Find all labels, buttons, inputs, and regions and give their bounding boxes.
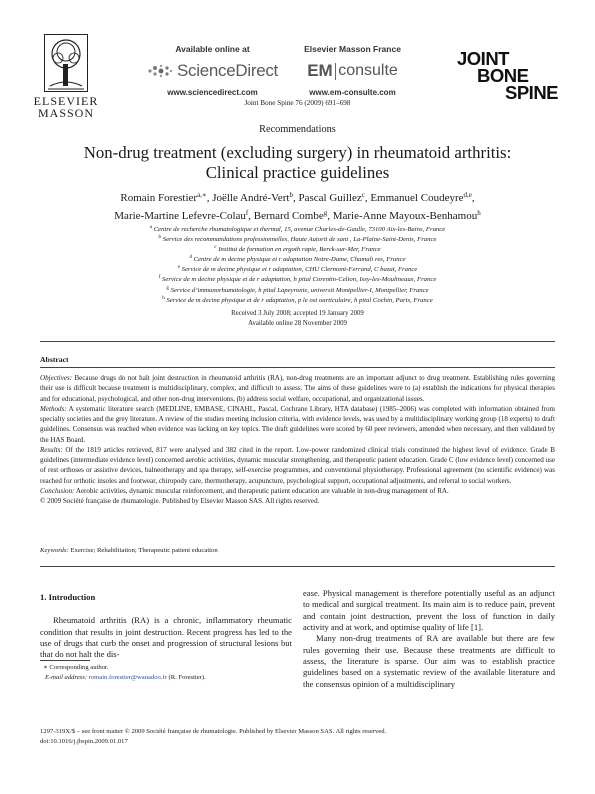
sciencedirect-dots-icon [147,64,173,78]
divider [40,367,555,368]
affiliation-marker: a [149,225,153,230]
footnote-marker: ∗ [43,664,48,671]
abstract-heading: Abstract [40,355,69,364]
body-paragraph: Many non-drug treatments of RA are available but there are few rules governing their use. Because these treatments are difficult to assess, the literature is sparse. Our aim was to establish practice guidelines based on a systematic review of the available literature and the consensus opinion of a multidisciplinary [303,633,555,689]
author-affil-marker[interactable]: b [289,191,293,199]
author-name: Marie-Anne Mayoux-Benhamou [332,210,478,222]
bottom-metadata [40,727,555,746]
abstract-text: A systematic literature search (MEDLINE, EMBASE, CINAHL, Pascal, Cochrane Library, HTA database) (1985–2006) was completed with information obtained from specialty societies and the grey literature. A review of the studies meeting inclusion criteria, with evidence levels, was used by a multidisciplinary working group (18 experts) to draft guidelines. Consensus was reached when evidence was lacking on key topics. The draft guidelines were scored by 60 peer reviewers, amended when necessary, and then validated by the HAS Board. [40,404,555,444]
journal-logo-word-3: SPINE [505,82,559,103]
author-list [40,189,555,225]
abstract-text: Because drugs do not halt joint destruction in rheumatoid arthritis (RA), non-drug treatments are an important adjunct to drug treatment. Establishing rules governing their use is difficult because treatment is multidisciplinary, complex, and difficult to assess. The aims of these guidelines were to (a) establish the indications for physical therapies and for educational, psychological, and other non-drug interventions, (b) address social welfare, occupational, and organizational issues. [40,374,555,403]
affiliation-item [60,245,535,255]
author-affil-marker[interactable]: h [477,209,481,217]
doi-link[interactable]: doi:10.1016/j.jbspin.2009.01.017 [40,737,128,745]
affiliation-marker: d [189,255,192,261]
article-dates [0,309,595,328]
affiliation-text: Service des recommandations professionnelles, Haute Autorit de sant , La-Plaine-Saint-Denis, France [162,236,437,244]
abstract-methods [40,404,555,445]
affiliation-list [60,225,535,306]
email-suffix: (R. Forestier). [166,673,206,681]
author-separator: , [364,192,371,204]
journal-logo-word-1: JOINT [457,48,509,69]
title-line-1: Non-drug treatment (excluding surgery) in rheumatoid arthritis: [83,143,512,162]
footnote [40,663,292,682]
affiliation-text: Centre de recherche rhumatologique et thermal, 15, avenue Charles-de-Gaulle, 73100 Aix-les-Bains, France [153,226,446,233]
corresponding-author-note: Corresponding author. [47,664,109,671]
author-name: Romain Forestier [120,192,198,204]
abstract-text: Of the 1819 articles retrieved, 817 were analysed and 382 cited in the report. Low-power randomized clinical trials constituted the highest level of evidence. Grade B guidelines (intermediate evidence level) concerned aerobic activities, dynamic muscular strengthening, and therapeutic patient education. Grade C (low evidence level) concerned use of rest orthoses or assistive devices, balneotherapy and spa therapy, self-exercise programmes, and conventional physiotherapy. Professional agreement (no scientific evidence) was reached for orthotic insoles and footwear, chiropody care, thermotherapy, acupuncture, psychological support, occupational adjustments, and referral to social workers. [40,445,555,485]
body-paragraph: Rheumatoid arthritis (RA) is a chronic, inflammatory rheumatic condition that results in joint destruction. Recent progress has led to the use of drugs that curb the onset and progression of structural lesions but that do not halt the dis- [40,615,292,660]
affiliation-text: Centre de m decine physique et r adaptation Notre-Dame, Chamali res, France [193,256,406,264]
divider [40,341,555,342]
author-affil-marker[interactable]: f [245,209,249,217]
abstract-label: Methods: [40,404,67,413]
abstract-copyright: © 2009 Société française de rhumatologie. Published by Elsevier Masson SAS. All rights reserved. [40,497,320,505]
journal-citation: Joint Bone Spine 76 (2009) 691–698 [244,99,351,107]
em-consulte-logo [290,61,415,81]
article-title [40,143,555,183]
abstract-body [40,373,555,506]
author-affil-marker[interactable]: a,∗ [197,191,207,199]
author-affil-marker[interactable]: g [323,209,328,217]
affiliation-item [60,275,535,285]
affiliation-item [60,286,535,296]
email-link[interactable]: romain.forestier@wanadoo.fr [88,673,167,681]
author-name: Marie-Martine Lefevre-Colau [114,210,246,222]
affiliation-text: Institut de formation en ergoth rapie, Berck-sur-Mer, France [218,246,381,254]
affiliation-item [60,235,535,245]
em-consulte-block[interactable] [290,44,415,97]
divider [40,566,555,567]
keywords-label: Keywords: [40,547,69,554]
issn-line: 1297-319X/$ – see front matter © 2009 Société française de rhumatologie. Published by Elsevier Masson SAS. All rights reserved. [40,728,387,735]
author-affil-marker[interactable]: d,e [463,191,472,199]
title-line-2: Clinical practice guidelines [205,163,390,182]
author-separator: , [206,192,213,204]
sciencedirect-wordmark: ScienceDirect [177,61,278,80]
section-heading-introduction: 1. Introduction [40,592,96,602]
affiliation-marker: g [166,285,169,291]
affiliation-item [60,265,535,275]
affiliation-text: Service de m decine physique et r adaptation, CHU Clermont-Ferrand, C bazat, France [181,266,418,274]
affiliation-text: Service d’immunorhumatologie, h pital Lapeyronie, universit Montpellier-I, Montpellier, France [170,286,429,294]
author-separator: , [471,192,475,204]
abstract-text: Aerobic activities, dynamic muscular reinforcement, and therapeutic patient education are valuable in non-drug management of RA. [74,486,449,495]
affiliation-item [60,225,535,235]
affiliation-marker: e [177,265,180,271]
abstract-conclusion [40,486,555,496]
abstract-label: Objectives: [40,374,73,382]
sd-url[interactable]: www.sciencedirect.com [167,88,258,97]
abstract-results [40,445,555,486]
abstract-label: Results: [40,445,63,454]
author-name: Joëlle André-Vert [212,192,290,204]
affiliation-marker: c [214,245,217,251]
footnote-divider [40,660,90,661]
journal-logo-word-2: BONE [477,65,529,86]
keywords [40,547,555,554]
sciencedirect-block[interactable] [140,44,285,97]
email-label: E-mail address: [44,673,88,681]
author-separator: , [292,192,299,204]
abstract-objectives [40,373,555,404]
author-name: Bernard Combe [253,210,324,222]
affiliation-text: Service de m decine physique et de r adaptation, h pital Corentin-Celton, Issy-les-Moulineaux, France [162,276,437,284]
keywords-text: Exercise; Rehabilitation; Therapeutic patient education [68,547,218,554]
body-column-right [303,588,555,690]
sciencedirect-logo [140,60,285,82]
author-separator: , [327,210,333,222]
em-publisher-text: Elsevier Masson France [304,44,401,54]
abstract-label: Conclusion: [40,486,75,495]
em-logo-left: EM [307,61,333,80]
author-name: Pascal Guillez [298,192,362,204]
online-date: Available online 28 November 2009 [248,319,347,327]
author-affil-marker[interactable]: c [361,191,365,199]
elsevier-tree-icon [44,34,88,92]
sd-available-text: Available online at [175,44,250,54]
affiliation-text: Service de m decine physique et de r adaptation, p le ost oarticulaire, h pital Cochin, Paris, France [166,296,433,304]
em-logo-divider [335,63,337,80]
affiliation-marker: f [158,275,161,281]
affiliation-marker: h [162,295,165,301]
received-date: Received 3 July 2008; accepted 19 January 2009 [231,310,364,317]
publisher-wordmark-line1: ELSEVIER [33,94,99,108]
em-url[interactable]: www.em-consulte.com [309,88,396,97]
author-name: Emmanuel Coudeyre [370,192,464,204]
author-separator: , [248,210,254,222]
publisher-wordmark-line2: MASSON [37,106,94,120]
em-logo-right: consulte [338,62,398,79]
affiliation-item [60,296,535,306]
body-column-left [40,592,292,661]
body-paragraph: ease. Physical management is therefore potentially useful as an adjunct to medical and surgical treatment. Its main aim is to reduce pain, prevent and contain joint destruction, prevent the loss of function in daily activity and at work, and optimise quality of life [1]. [303,588,555,633]
affiliation-item [60,255,535,265]
article-section: Recommendations [259,124,336,135]
affiliation-marker: b [158,235,162,241]
